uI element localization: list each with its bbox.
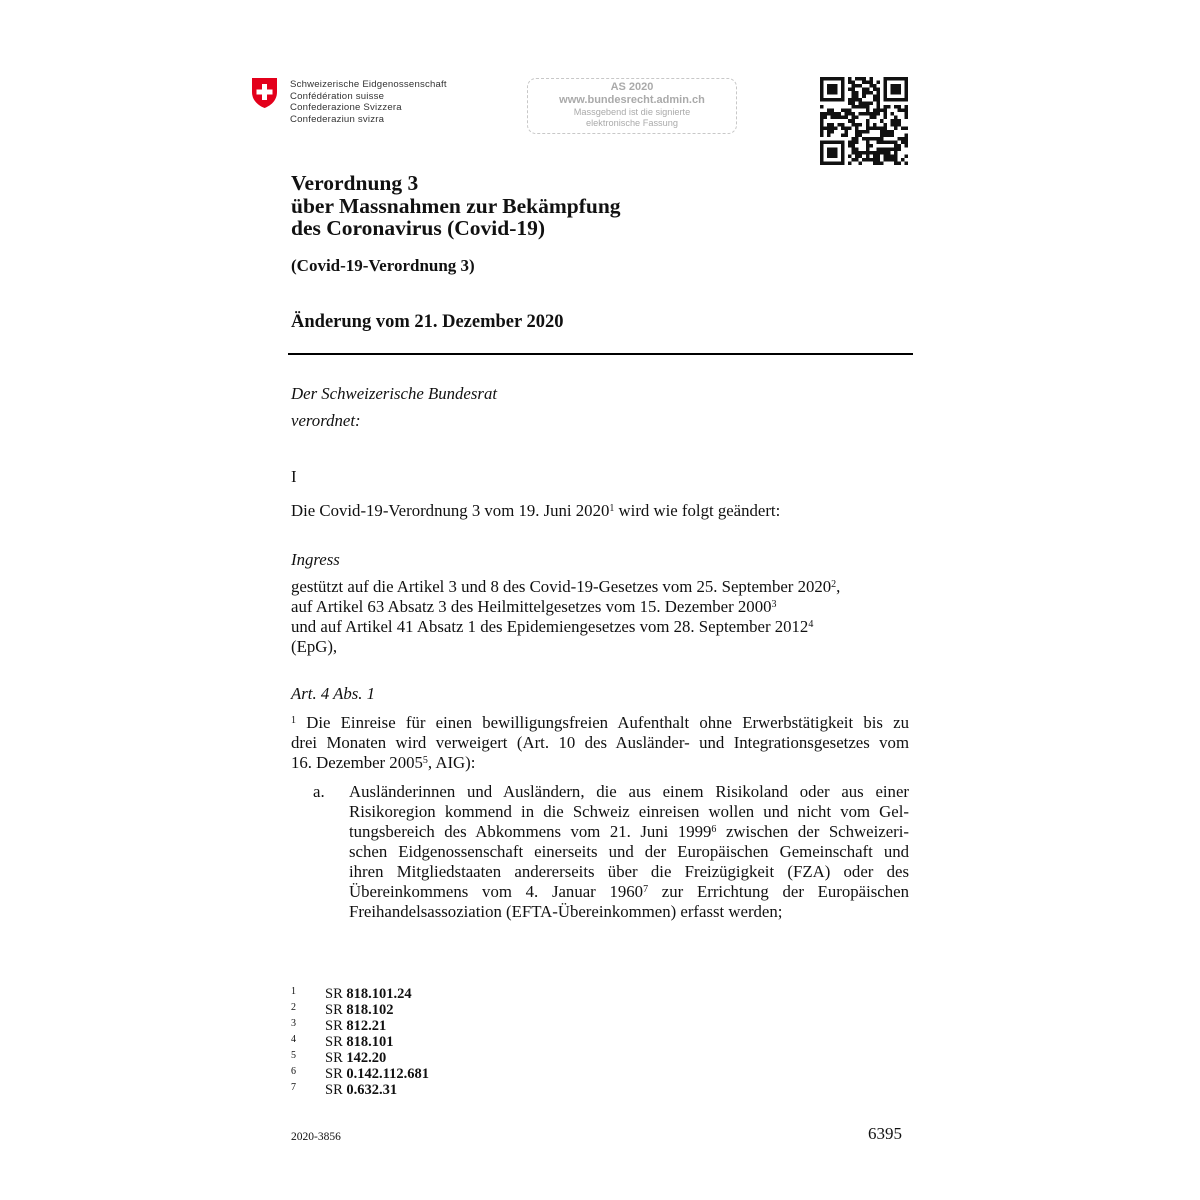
footnote-ref-5[interactable]: 5 <box>422 755 428 766</box>
footnote-prefix: SR <box>325 1034 347 1050</box>
item-a-line-1: Ausländerinnen und Ausländern, die aus einem Risikoland oder aus einer <box>349 782 909 801</box>
ingress-text-2: auf Artikel 63 Absatz 3 des Heilmittelgesetzes vom 15. Dezember 2000 <box>291 597 772 616</box>
article-para-line-1 <box>291 713 909 733</box>
item-a-text-6: Übereinkommens vom 4. Januar 1960 <box>349 882 644 901</box>
title-line-1: Verordnung 3 <box>291 171 419 195</box>
amendment-intro <box>291 501 780 521</box>
footnote-sr-link[interactable]: 0.142.112.681 <box>346 1066 429 1082</box>
footnote-prefix: SR <box>325 986 347 1002</box>
item-a-text-6-end: zur Errichtung der Europäischen <box>648 882 909 901</box>
ingress-line-4: (EpG), <box>291 637 338 656</box>
swiss-coat-of-arms-icon <box>251 77 278 109</box>
official-publication-stamp <box>527 78 737 134</box>
footnote <box>291 1080 397 1098</box>
as-number: AS 2020 <box>610 81 654 93</box>
footnote-number: 6 <box>291 1066 296 1077</box>
article-text-1: Die Einreise für einen bewilligungsfreien Aufenthalt ohne Erwerbstätigkeit bis zu <box>296 713 909 732</box>
ingress-text-1: gestützt auf die Artikel 3 und 8 des Covid-19-Gesetzes vom 25. September 2020 <box>291 577 832 596</box>
ingress-line-1 <box>291 577 840 597</box>
footnote-number: 1 <box>291 986 296 997</box>
ingress-text-1-end: , <box>836 577 841 596</box>
item-a-line-5: ihren Mitgliedstaaten andererseits über die Freizügigkeit (FZA) oder des <box>349 862 909 881</box>
footnote-prefix: SR <box>325 1050 347 1066</box>
document-number: 2020-3856 <box>291 1131 341 1143</box>
footnote-sr-link[interactable]: 818.101 <box>346 1034 394 1050</box>
footnote-sr-link[interactable]: 142.20 <box>346 1050 387 1066</box>
footnote-ref-3[interactable]: 3 <box>771 599 777 610</box>
item-a-line-6 <box>349 882 909 902</box>
footnote-number: 4 <box>291 1034 296 1045</box>
gov-name-rm: Confederaziun svizra <box>290 113 385 125</box>
preamble-verb: verordnet: <box>291 411 361 430</box>
authenticity-note-2: elektronische Fassung <box>586 118 678 128</box>
title-line-2: über Massnahmen zur Bekämpfung <box>291 193 621 218</box>
footnote-ref-2[interactable]: 2 <box>831 579 837 590</box>
ingress-line-3 <box>291 617 813 637</box>
gov-name-it: Confederazione Svizzera <box>290 102 402 114</box>
item-a-text-3: tungsbereich des Abkommens vom 21. Juni 1999 <box>349 822 712 841</box>
ordinance-title <box>291 172 621 240</box>
footnote-number: 3 <box>291 1018 296 1029</box>
footnote-ref-4[interactable]: 4 <box>808 619 814 630</box>
short-title: (Covid-19-Verordnung 3) <box>291 256 475 275</box>
footnote-number: 7 <box>291 1082 296 1093</box>
section-number: I <box>291 467 297 486</box>
footnote-prefix: SR <box>325 1082 347 1098</box>
paragraph-number: 1 <box>291 715 296 726</box>
article-text-3-end: , AIG): <box>427 753 476 772</box>
footnote-prefix: SR <box>325 1002 347 1018</box>
item-a-label: a. <box>313 782 325 801</box>
footnote-sr-link[interactable]: 818.102 <box>346 1002 394 1018</box>
gov-name-de: Schweizerische Eidgenossenschaft <box>290 79 447 90</box>
preamble-authority: Der Schweizerische Bundesrat <box>291 384 497 403</box>
footnote-ref-1[interactable]: 1 <box>609 503 615 514</box>
qr-code-icon <box>820 77 908 165</box>
footnote-ref-6[interactable]: 6 <box>711 824 717 835</box>
footnote-number: 2 <box>291 1002 296 1013</box>
ingress-line-2 <box>291 597 776 617</box>
item-a-line-7: Freihandelsassoziation (EFTA-Übereinkommen) erfasst werden; <box>349 902 783 921</box>
footnote-sr-link[interactable]: 818.101.24 <box>346 986 412 1002</box>
footnote-ref-7[interactable]: 7 <box>643 884 649 895</box>
gov-name-fr: Confédération suisse <box>290 90 385 102</box>
footnote-prefix: SR <box>325 1066 347 1082</box>
item-a-line-3 <box>349 822 909 842</box>
article-heading: Art. 4 Abs. 1 <box>291 684 376 703</box>
article-para-line-2: drei Monaten wird verweigert (Art. 10 des Ausländer- und Integrationsgesetzes vom <box>291 733 909 752</box>
footnote-sr-link[interactable]: 812.21 <box>346 1018 387 1034</box>
title-divider <box>288 353 913 355</box>
intro-text-end: wird wie folgt geändert: <box>614 501 781 520</box>
publication-url[interactable]: www.bundesrecht.admin.ch <box>559 94 705 106</box>
item-a-line-2: Risikoregion kommend in die Schweiz einreisen wollen und nicht vom Gel- <box>349 802 909 821</box>
authenticity-note-1: Massgebend ist die signierte <box>573 107 691 117</box>
article-text-3: 16. Dezember 2005 <box>291 753 423 772</box>
ingress-text-3: und auf Artikel 41 Absatz 1 des Epidemiengesetzes vom 28. September 2012 <box>291 617 809 636</box>
footnote-sr-link[interactable]: 0.632.31 <box>346 1082 398 1098</box>
amendment-date: Änderung vom 21. Dezember 2020 <box>291 312 564 332</box>
ingress-heading: Ingress <box>291 550 340 569</box>
item-a-text-3-end: zwischen der Schweizeri- <box>716 822 909 841</box>
intro-text: Die Covid-19-Verordnung 3 vom 19. Juni 2020 <box>291 501 610 520</box>
page-number: 6395 <box>868 1124 902 1143</box>
footnote-number: 5 <box>291 1050 296 1061</box>
title-line-3: des Coronavirus (Covid-19) <box>291 216 546 240</box>
footnote-prefix: SR <box>325 1018 347 1034</box>
federal-administration-names <box>290 79 447 125</box>
item-a-line-4: schen Eidgenossenschaft einerseits und der Europäischen Gemeinschaft und <box>349 842 909 861</box>
article-para-line-3 <box>291 753 475 773</box>
